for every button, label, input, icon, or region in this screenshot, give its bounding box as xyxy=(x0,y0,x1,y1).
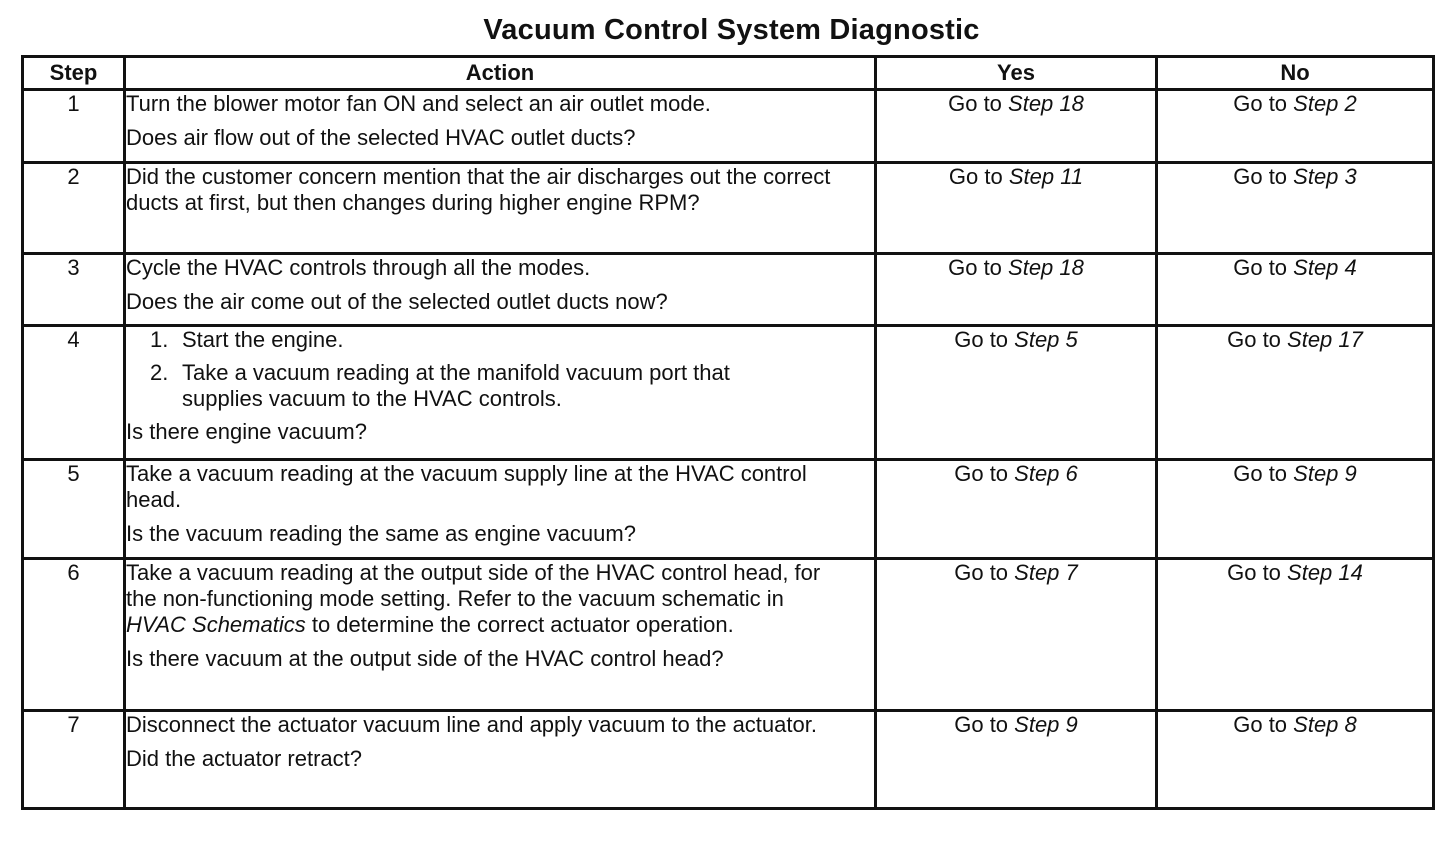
no-cell xyxy=(1157,163,1434,254)
action-question: Is the vacuum reading the same as engine vacuum? xyxy=(126,521,636,546)
no-step-link: Step 4 xyxy=(1293,255,1357,280)
action-cell xyxy=(125,326,876,460)
substep-number: 1. xyxy=(150,327,169,352)
no-step-link: Step 2 xyxy=(1293,91,1357,116)
yes-prefix: Go to xyxy=(948,164,1009,189)
yes-prefix: Go to xyxy=(954,461,1015,486)
yes-step-link: Step 9 xyxy=(1014,712,1078,737)
column-header-action: Action xyxy=(125,57,876,90)
action-cell xyxy=(125,163,876,254)
yes-cell xyxy=(876,460,1157,559)
document-title: Vacuum Control System Diagnostic xyxy=(483,14,980,46)
step-number: 2 xyxy=(23,163,125,254)
substep-list xyxy=(126,327,874,412)
action-text: Cycle the HVAC controls through all the modes. xyxy=(126,255,591,280)
list-item xyxy=(146,360,802,412)
no-prefix: Go to xyxy=(1227,560,1288,585)
no-prefix: Go to xyxy=(1233,164,1294,189)
no-prefix: Go to xyxy=(1227,327,1288,352)
header-row xyxy=(23,57,1434,90)
table-row xyxy=(23,559,1434,711)
no-prefix: Go to xyxy=(1233,461,1294,486)
action-question: Does air flow out of the selected HVAC outlet ducts? xyxy=(126,125,636,150)
column-header-step: Step xyxy=(23,57,125,90)
no-cell xyxy=(1157,460,1434,559)
action-cell xyxy=(125,254,876,326)
yes-prefix: Go to xyxy=(948,91,1009,116)
reference-title: HVAC Schematics xyxy=(126,612,306,637)
yes-cell xyxy=(876,559,1157,711)
no-step-link: Step 14 xyxy=(1287,560,1363,585)
table-row xyxy=(23,711,1434,809)
no-step-link: Step 3 xyxy=(1293,164,1357,189)
table-row xyxy=(23,254,1434,326)
action-cell xyxy=(125,559,876,711)
yes-step-link: Step 6 xyxy=(1014,461,1078,486)
yes-prefix: Go to xyxy=(954,712,1015,737)
step-number: 6 xyxy=(23,559,125,711)
yes-prefix: Go to xyxy=(954,327,1015,352)
no-prefix: Go to xyxy=(1233,255,1294,280)
yes-step-link: Step 11 xyxy=(1008,164,1084,189)
no-prefix: Go to xyxy=(1233,91,1294,116)
action-text-part: Take a vacuum reading at the output side of the HVAC control head, for the non-functioning mode setting. Refer to the vacuum schematic in xyxy=(126,560,821,611)
action-text xyxy=(126,560,841,638)
yes-step-link: Step 18 xyxy=(1008,255,1084,280)
column-header-yes: Yes xyxy=(876,57,1157,90)
action-question: Is there engine vacuum? xyxy=(126,419,367,444)
action-text: Did the customer concern mention that the air discharges out the correct ducts at first, but then changes during higher engine RPM? xyxy=(126,164,831,215)
no-step-link: Step 9 xyxy=(1293,461,1357,486)
action-text-part: to determine the correct actuator operation. xyxy=(305,612,734,637)
step-number: 3 xyxy=(23,254,125,326)
action-question: Is there vacuum at the output side of the HVAC control head? xyxy=(126,646,724,671)
yes-step-link: Step 5 xyxy=(1014,327,1078,352)
no-step-link: Step 17 xyxy=(1287,327,1363,352)
action-question: Does the air come out of the selected outlet ducts now? xyxy=(126,289,668,314)
yes-cell xyxy=(876,254,1157,326)
no-cell xyxy=(1157,559,1434,711)
step-number: 5 xyxy=(23,460,125,559)
step-number: 7 xyxy=(23,711,125,809)
no-cell xyxy=(1157,326,1434,460)
no-cell xyxy=(1157,711,1434,809)
diagnostic-table xyxy=(21,55,1435,810)
substep-text: Take a vacuum reading at the manifold vacuum port that supplies vacuum to the HVAC controls. xyxy=(182,360,730,411)
action-cell xyxy=(125,460,876,559)
table-row xyxy=(23,90,1434,163)
action-question: Did the actuator retract? xyxy=(126,746,363,771)
substep-number: 2. xyxy=(150,360,169,385)
action-text: Turn the blower motor fan ON and select an air outlet mode. xyxy=(126,91,711,116)
yes-prefix: Go to xyxy=(948,255,1009,280)
yes-step-link: Step 18 xyxy=(1008,91,1084,116)
no-cell xyxy=(1157,90,1434,163)
no-cell xyxy=(1157,254,1434,326)
table-row xyxy=(23,163,1434,254)
action-text: Take a vacuum reading at the vacuum supply line at the HVAC control head. xyxy=(126,461,807,512)
yes-cell xyxy=(876,326,1157,460)
substep-text: Start the engine. xyxy=(182,327,344,352)
action-cell xyxy=(125,90,876,163)
no-step-link: Step 8 xyxy=(1293,712,1357,737)
list-item xyxy=(146,327,874,353)
yes-prefix: Go to xyxy=(954,560,1015,585)
yes-cell xyxy=(876,163,1157,254)
yes-step-link: Step 7 xyxy=(1014,560,1078,585)
table-row xyxy=(23,326,1434,460)
action-cell xyxy=(125,711,876,809)
step-number: 1 xyxy=(23,90,125,163)
column-header-no: No xyxy=(1157,57,1434,90)
yes-cell xyxy=(876,711,1157,809)
yes-cell xyxy=(876,90,1157,163)
action-text: Disconnect the actuator vacuum line and apply vacuum to the actuator. xyxy=(126,712,817,737)
step-number: 4 xyxy=(23,326,125,460)
no-prefix: Go to xyxy=(1233,712,1294,737)
table-row xyxy=(23,460,1434,559)
